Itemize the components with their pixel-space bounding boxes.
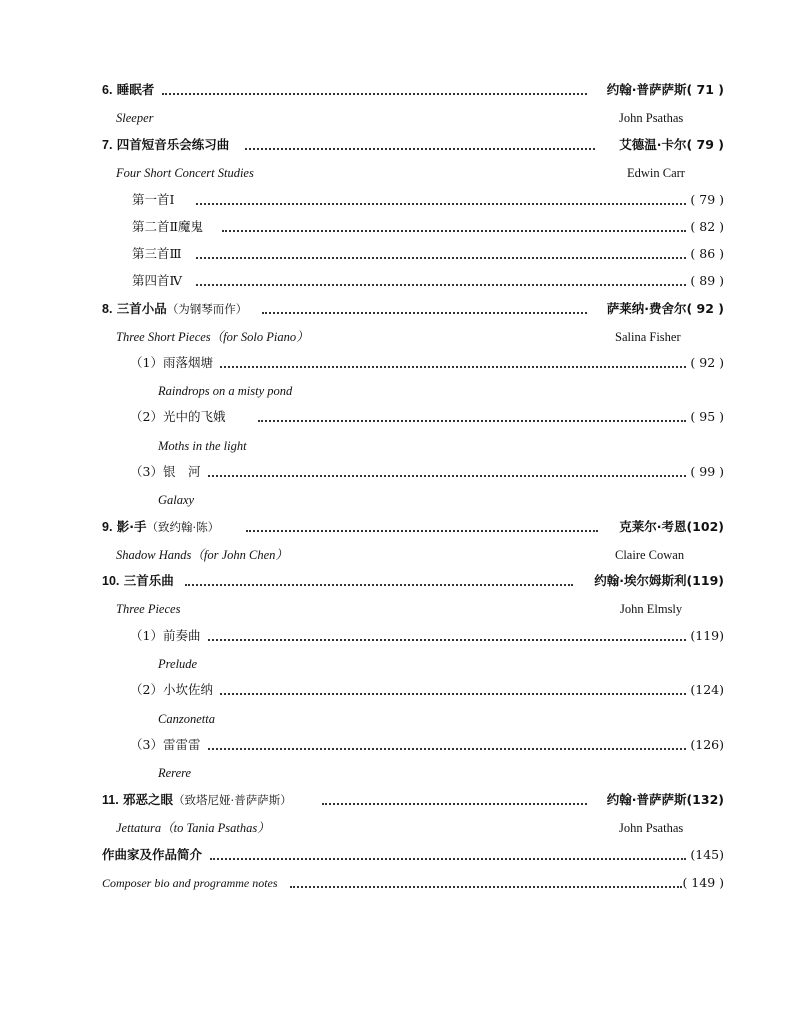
toc-entry-11-en (0, 818, 800, 838)
entry-title-en: Shadow Hands（for John Chen） (116, 548, 288, 562)
toc-subentry-en (0, 490, 800, 510)
subentry-page: ( 86 ) (690, 246, 724, 261)
entry-composer-en: John Psathas (619, 821, 684, 835)
entry-composer-page: 克莱尔·考恩(102) (619, 519, 724, 534)
toc-entry-6[interactable] (0, 80, 800, 100)
toc-subentry-en (0, 709, 800, 729)
subentry-title: （3）银 河 (130, 464, 201, 479)
subentry-title-en: Moths in the light (158, 439, 247, 453)
entry-title: 7. 四首短音乐会练习曲 (102, 137, 230, 152)
dot-leader (258, 420, 686, 422)
dot-leader (322, 803, 587, 805)
toc-subentry[interactable] (0, 680, 800, 700)
entry-composer-en: Edwin Carr (627, 166, 685, 180)
toc-subentry[interactable] (0, 626, 800, 646)
toc-entry-notes[interactable] (0, 873, 800, 893)
subentry-title-en: Raindrops on a misty pond (158, 384, 293, 398)
entry-composer-en: John Psathas (619, 111, 684, 125)
toc-entry-8-en (0, 327, 800, 347)
toc-entry-9-en (0, 545, 800, 565)
toc-entry-7[interactable] (0, 135, 800, 155)
toc-subentry[interactable] (0, 353, 800, 373)
entry-composer-en: Salina Fisher (615, 330, 681, 344)
subentry-title: 第四首Ⅳ (132, 273, 182, 288)
entry-page: (145) (690, 847, 724, 862)
entry-title-en: Composer bio and programme notes (102, 876, 278, 890)
entry-title: 9. 影·手（致约翰·陈） (102, 519, 220, 534)
subentry-title: （1）前奏曲 (130, 628, 201, 643)
toc-entry-11[interactable] (0, 790, 800, 810)
dot-leader (290, 886, 682, 888)
subentry-page: (119) (690, 628, 724, 643)
entry-title: 8. 三首小品（为钢琴而作） (102, 301, 248, 316)
toc-subentry[interactable] (0, 735, 800, 755)
subentry-title-en: Canzonetta (158, 712, 215, 726)
dot-leader (208, 639, 686, 641)
subentry-page: ( 79 ) (690, 192, 724, 207)
entry-title: 11. 邪恶之眼（致塔尼娅·普萨萨斯） (102, 792, 292, 807)
dot-leader (246, 530, 598, 532)
toc-subentry-en (0, 436, 800, 456)
toc-entry-9[interactable] (0, 517, 800, 537)
subentry-title: （3）雷雷雷 (130, 737, 201, 752)
entry-title: 作曲家及作品简介 (102, 847, 203, 862)
toc-subentry[interactable] (0, 462, 800, 482)
subentry-title-en: Prelude (158, 657, 198, 671)
entry-title-en: Four Short Concert Studies (116, 166, 254, 180)
subentry-title-en: Galaxy (158, 493, 195, 507)
dot-leader (208, 748, 686, 750)
subentry-title: （2）小坎佐纳 (130, 682, 213, 697)
entry-title: 10. 三首乐曲 (102, 573, 174, 588)
toc-subentry-en (0, 381, 800, 401)
toc-subentry-en (0, 763, 800, 783)
entry-composer-page: 约翰·埃尔姆斯利(119) (594, 573, 724, 588)
entry-page: ( 149 ) (682, 875, 724, 890)
subentry-title: （1）雨落烟塘 (130, 355, 213, 370)
dot-leader (245, 148, 595, 150)
subentry-title: 第二首Ⅱ魔鬼 (132, 219, 203, 234)
subentry-page: ( 89 ) (690, 273, 724, 288)
subentry-page: (126) (690, 737, 724, 752)
dot-leader (210, 858, 686, 860)
subentry-page: ( 99 ) (690, 464, 724, 479)
toc-subentry[interactable] (0, 244, 800, 264)
dot-leader (196, 284, 686, 286)
toc-entry-10-en (0, 599, 800, 619)
dot-leader (162, 93, 587, 95)
dot-leader (220, 693, 686, 695)
entry-composer-page: 艾德温·卡尔( 79 ) (619, 137, 724, 152)
toc-entry-10[interactable] (0, 571, 800, 591)
dot-leader (196, 257, 686, 259)
subentry-title: （2）光中的飞娥 (130, 409, 226, 424)
subentry-page: ( 92 ) (690, 355, 724, 370)
dot-leader (185, 584, 573, 586)
entry-title-en: Sleeper (116, 111, 154, 125)
toc-subentry[interactable] (0, 407, 800, 427)
dot-leader (262, 312, 587, 314)
entry-composer-page: 萨莱纳·费舍尔( 92 ) (606, 301, 724, 316)
dot-leader (222, 230, 686, 232)
subentry-title: 第一首Ⅰ (132, 192, 175, 207)
toc-entry-8[interactable] (0, 299, 800, 319)
dot-leader (208, 475, 686, 477)
subentry-page: ( 95 ) (690, 409, 724, 424)
toc-entry-7-en (0, 163, 800, 183)
toc-subentry[interactable] (0, 271, 800, 291)
entry-title-en: Jettatura（to Tania Psathas） (116, 821, 270, 835)
subentry-title-en: Rerere (158, 766, 192, 780)
entry-composer-en: Claire Cowan (615, 548, 685, 562)
entry-composer-page: 约翰·普萨萨斯(132) (606, 792, 724, 807)
entry-composer-page: 约翰·普萨萨斯( 71 ) (606, 82, 724, 97)
subentry-page: ( 82 ) (690, 219, 724, 234)
toc-subentry-en (0, 654, 800, 674)
subentry-page: (124) (690, 682, 724, 697)
entry-title: 6. 睡眠者 (102, 82, 155, 97)
entry-composer-en: John Elmsly (620, 602, 683, 616)
dot-leader (220, 366, 686, 368)
toc-entry-6-en (0, 108, 800, 128)
toc-subentry[interactable] (0, 217, 800, 237)
toc-entry-bio[interactable] (0, 845, 800, 865)
toc-subentry[interactable] (0, 190, 800, 210)
entry-title-en: Three Pieces (116, 602, 181, 616)
entry-title-en: Three Short Pieces（for Solo Piano） (116, 330, 309, 344)
subentry-title: 第三首Ⅲ (132, 246, 182, 261)
dot-leader (196, 203, 686, 205)
